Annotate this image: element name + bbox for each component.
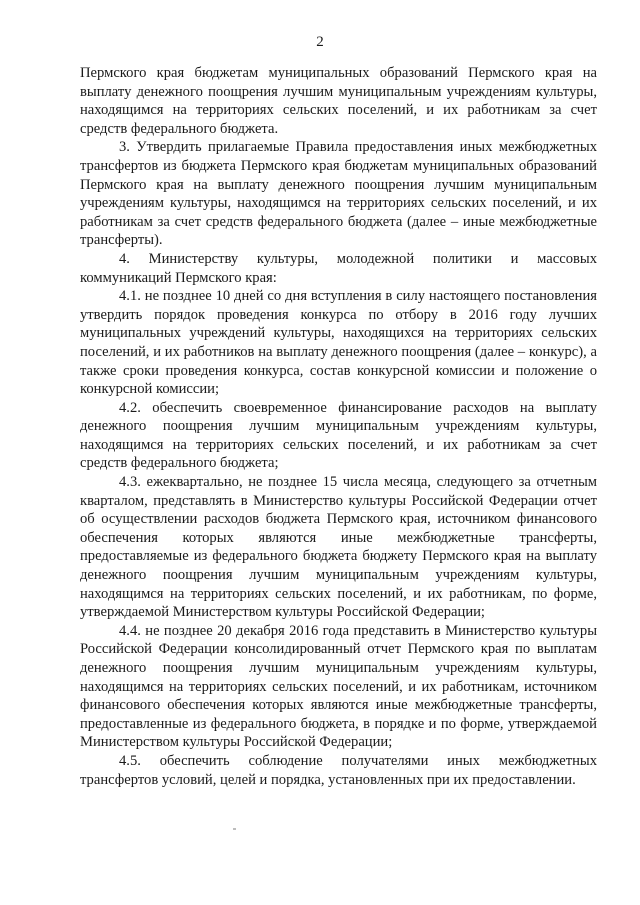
paragraph-item-3: 3. Утвердить прилагаемые Правила предоставления иных межбюджетных трансфертов из бюджета Пермского края бюджетам муниципальных образований Пермского края на выплату денежного поощрения лучшим муниципальным учреждениям культуры, находящимся на территориях сельских поселений, и их работникам за счет средств федерального бюджета (далее – иные межбюджетные трансферты). [80, 139, 597, 249]
document-body [80, 64, 597, 789]
paragraph-item-4-1: 4.1. не позднее 10 дней со дня вступления в силу настоящего постановления утвердить порядок проведения конкурса по отбору в 2016 году лучших муниципальных учреждений культуры, находящихся на территориях сельских поселений, и их работников на выплату денежного поощрения (далее – конкурс), а также сроки проведения конкурса, состав конкурсной комиссии и положение о конкурсной комиссии; [80, 288, 597, 398]
paragraph-continuation: Пермского края бюджетам муниципальных образований Пермского края на выплату денежного поощрения лучшим муниципальным учреждениям культуры, находящимся на территориях сельских поселений, и их работникам за счет средств федерального бюджета. [80, 65, 597, 137]
paragraph-item-4-4: 4.4. не позднее 20 декабря 2016 года представить в Министерство культуры Российской Федерации консолидированный отчет Пермского края по выплатам денежного поощрения лучшим муниципальным учреждениям культуры, находящимся на территориях сельских поселений, и их работникам, источником финансового обеспечения которых являются иные межбюджетные трансферты, предоставленные из федерального бюджета, в порядке и по форме, утверждаемой Министерством культуры Российской Федерации; [80, 622, 597, 751]
paragraph-item-4-5: 4.5. обеспечить соблюдение получателями иных межбюджетных трансфертов условий, целей и порядка, установленных при их предоставлении. [80, 752, 597, 788]
paragraph-item-4-3: 4.3. ежеквартально, не позднее 15 числа месяца, следующего за отчетным кварталом, представлять в Министерство культуры Российской Федерации отчет об осуществлении расходов бюджета Пермского края, источником финансового обеспечения которых являются иные межбюджетные трансферты, предоставляемые из федерального бюджета бюджету Пермского края на выплату денежного поощрения лучшим муниципальным учреждениям культуры, находящимся на территориях сельских поселений, и их работникам, по форме, утверждаемой Министерством культуры Российской Федерации; [80, 474, 597, 621]
scan-speck [233, 828, 236, 830]
paragraph-item-4-2: 4.2. обеспечить своевременное финансирование расходов на выплату денежного поощрения лучшим муниципальным учреждениям культуры, находящимся на территориях сельских поселений, и их работникам за счет средств федерального бюджета; [80, 399, 597, 472]
page-number: 2 [316, 34, 324, 50]
paragraph-item-4: 4. Министерству культуры, молодежной политики и массовых коммуникаций Пермского края: [80, 250, 597, 286]
